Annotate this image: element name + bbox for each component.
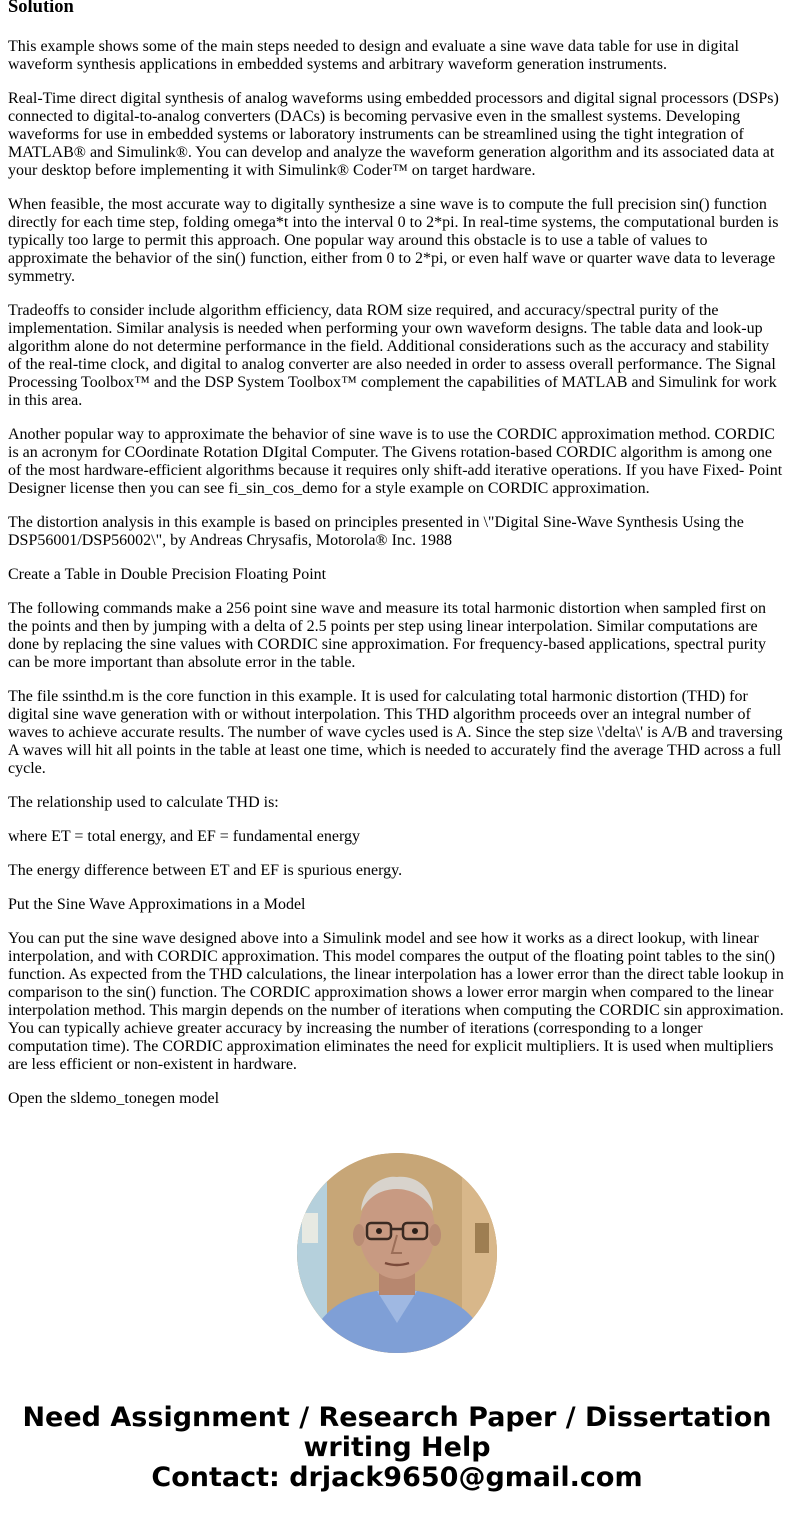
- accuracy-paragraph: When feasible, the most accurate way to digitally synthesize a sine wave is to compute the full precision sin() function directly for each time step, folding omega*t into the interval 0 to 2*pi. In real-time systems, the computational burden is typically too large to permit this approach. One popular way around this obstacle is to use a table of values to approximate the behavior of the sin() function, either from 0 to 2*pi, or even half wave or quarter wave data to leverage symmetry.: [8, 196, 779, 285]
- section-model: Put the Sine Wave Approximations in a Model: [8, 896, 306, 913]
- energy-definition-paragraph: where ET = total energy, and EF = fundamental energy: [8, 828, 361, 845]
- promo-contact-line: Contact: drjack9650@gmail.com: [151, 1462, 643, 1493]
- promo-line-2: writing Help: [303, 1432, 491, 1463]
- open-model-paragraph: Open the sldemo_tonegen model: [8, 1090, 220, 1107]
- dds-paragraph: Real-Time direct digital synthesis of analog waveforms using embedded processors and digital signal processors (DSPs) connected to digital-to-analog converters (DACs) is becoming pervasive even in the smallest systems. Developing waveforms for use in embedded systems or laboratory instruments can be streamlined using the tight integration of MATLAB® and Simulink®. You can develop and analyze the waveform generation algorithm and its associated data at your desktop before implementing it with Simulink® Coder™ on target hardware.: [8, 90, 779, 179]
- section-create-table: Create a Table in Double Precision Floating Point: [8, 566, 327, 583]
- distortion-reference-paragraph: The distortion analysis in this example is based on principles presented in \"Digital Sine-Wave Synthesis Using the DSP56001/DSP56002\", by Andreas Chrysafis, Motorola® Inc. 1988: [8, 514, 744, 549]
- model-paragraph: You can put the sine wave designed above into a Simulink model and see how it works as a direct lookup, with linear interpolation, and with CORDIC approximation. This model compares the output of the floating point tables to the sin() function. As expected from the THD calculations, the linear interpolation has a lower error than the direct table lookup in comparison to the sin() function. The CORDIC approximation shows a lower error margin when compared to the linear interpolation method. This margin depends on the number of iterations when computing the CORDIC sin approximation. You can typically achieve greater accuracy by increasing the number of iterations (corresponding to a longer computation time). The CORDIC approximation eliminates the need for explicit multipliers. It is used when multipliers are less efficient or non-existent in hardware.: [8, 930, 784, 1073]
- commands-paragraph: The following commands make a 256 point sine wave and measure its total harmonic distortion when sampled first on the points and then by jumping with a delta of 2.5 points per step using linear interpolation. Similar computations are done by replacing the sine values with CORDIC sine approximation. For frequency-based applications, spectral purity can be more important than absolute error in the table.: [8, 600, 767, 671]
- ssinthd-paragraph: The file ssinthd.m is the core function in this example. It is used for calculating total harmonic distortion (THD) for digital sine wave generation with or without interpolation. This THD algorithm proceeds over an integral number of waves to achieve accurate results. The number of wave cycles used is A. Since the step size \'delta\' is A/B and traversing A waves will hit all points in the table at least one time, which is needed to accurately find the average THD across a full cycle.: [8, 688, 783, 777]
- portrait-photo-icon: [297, 1153, 497, 1353]
- avatar: [297, 1153, 497, 1353]
- solution-heading: Solution: [8, 0, 74, 17]
- promo-line-1: Need Assignment / Research Paper / Dissertation: [22, 1402, 772, 1433]
- article: [8, 0, 786, 1124]
- intro-paragraph: This example shows some of the main steps needed to design and evaluate a sine wave data table for use in digital waveform synthesis applications in embedded systems and arbitrary waveform generation instruments.: [8, 38, 739, 73]
- spurious-energy-paragraph: The energy difference between ET and EF is spurious energy.: [8, 862, 403, 879]
- promo-banner: [0, 1403, 794, 1493]
- cordic-paragraph: Another popular way to approximate the behavior of sine wave is to use the CORDIC approximation method. CORDIC is an acronym for COordinate Rotation DIgital Computer. The Givens rotation-based CORDIC algorithm is among one of the most hardware-efficient algorithms because it requires only shift-add iterative operations. If you have Fixed- Point Designer license then you can see fi_sin_cos_demo for a style example on CORDIC approximation.: [8, 426, 783, 497]
- thd-relationship-paragraph: The relationship used to calculate THD is:: [8, 794, 279, 811]
- tradeoffs-paragraph: Tradeoffs to consider include algorithm efficiency, data ROM size required, and accuracy/spectral purity of the implementation. Similar analysis is needed when performing your own waveform designs. The table data and look-up algorithm alone do not determine performance in the field. Additional considerations such as the accuracy and stability of the real-time clock, and digital to analog converter are also needed in order to assess overall performance. The Signal Processing Toolbox™ and the DSP System Toolbox™ complement the capabilities of MATLAB and Simulink for work in this area.: [8, 302, 777, 409]
